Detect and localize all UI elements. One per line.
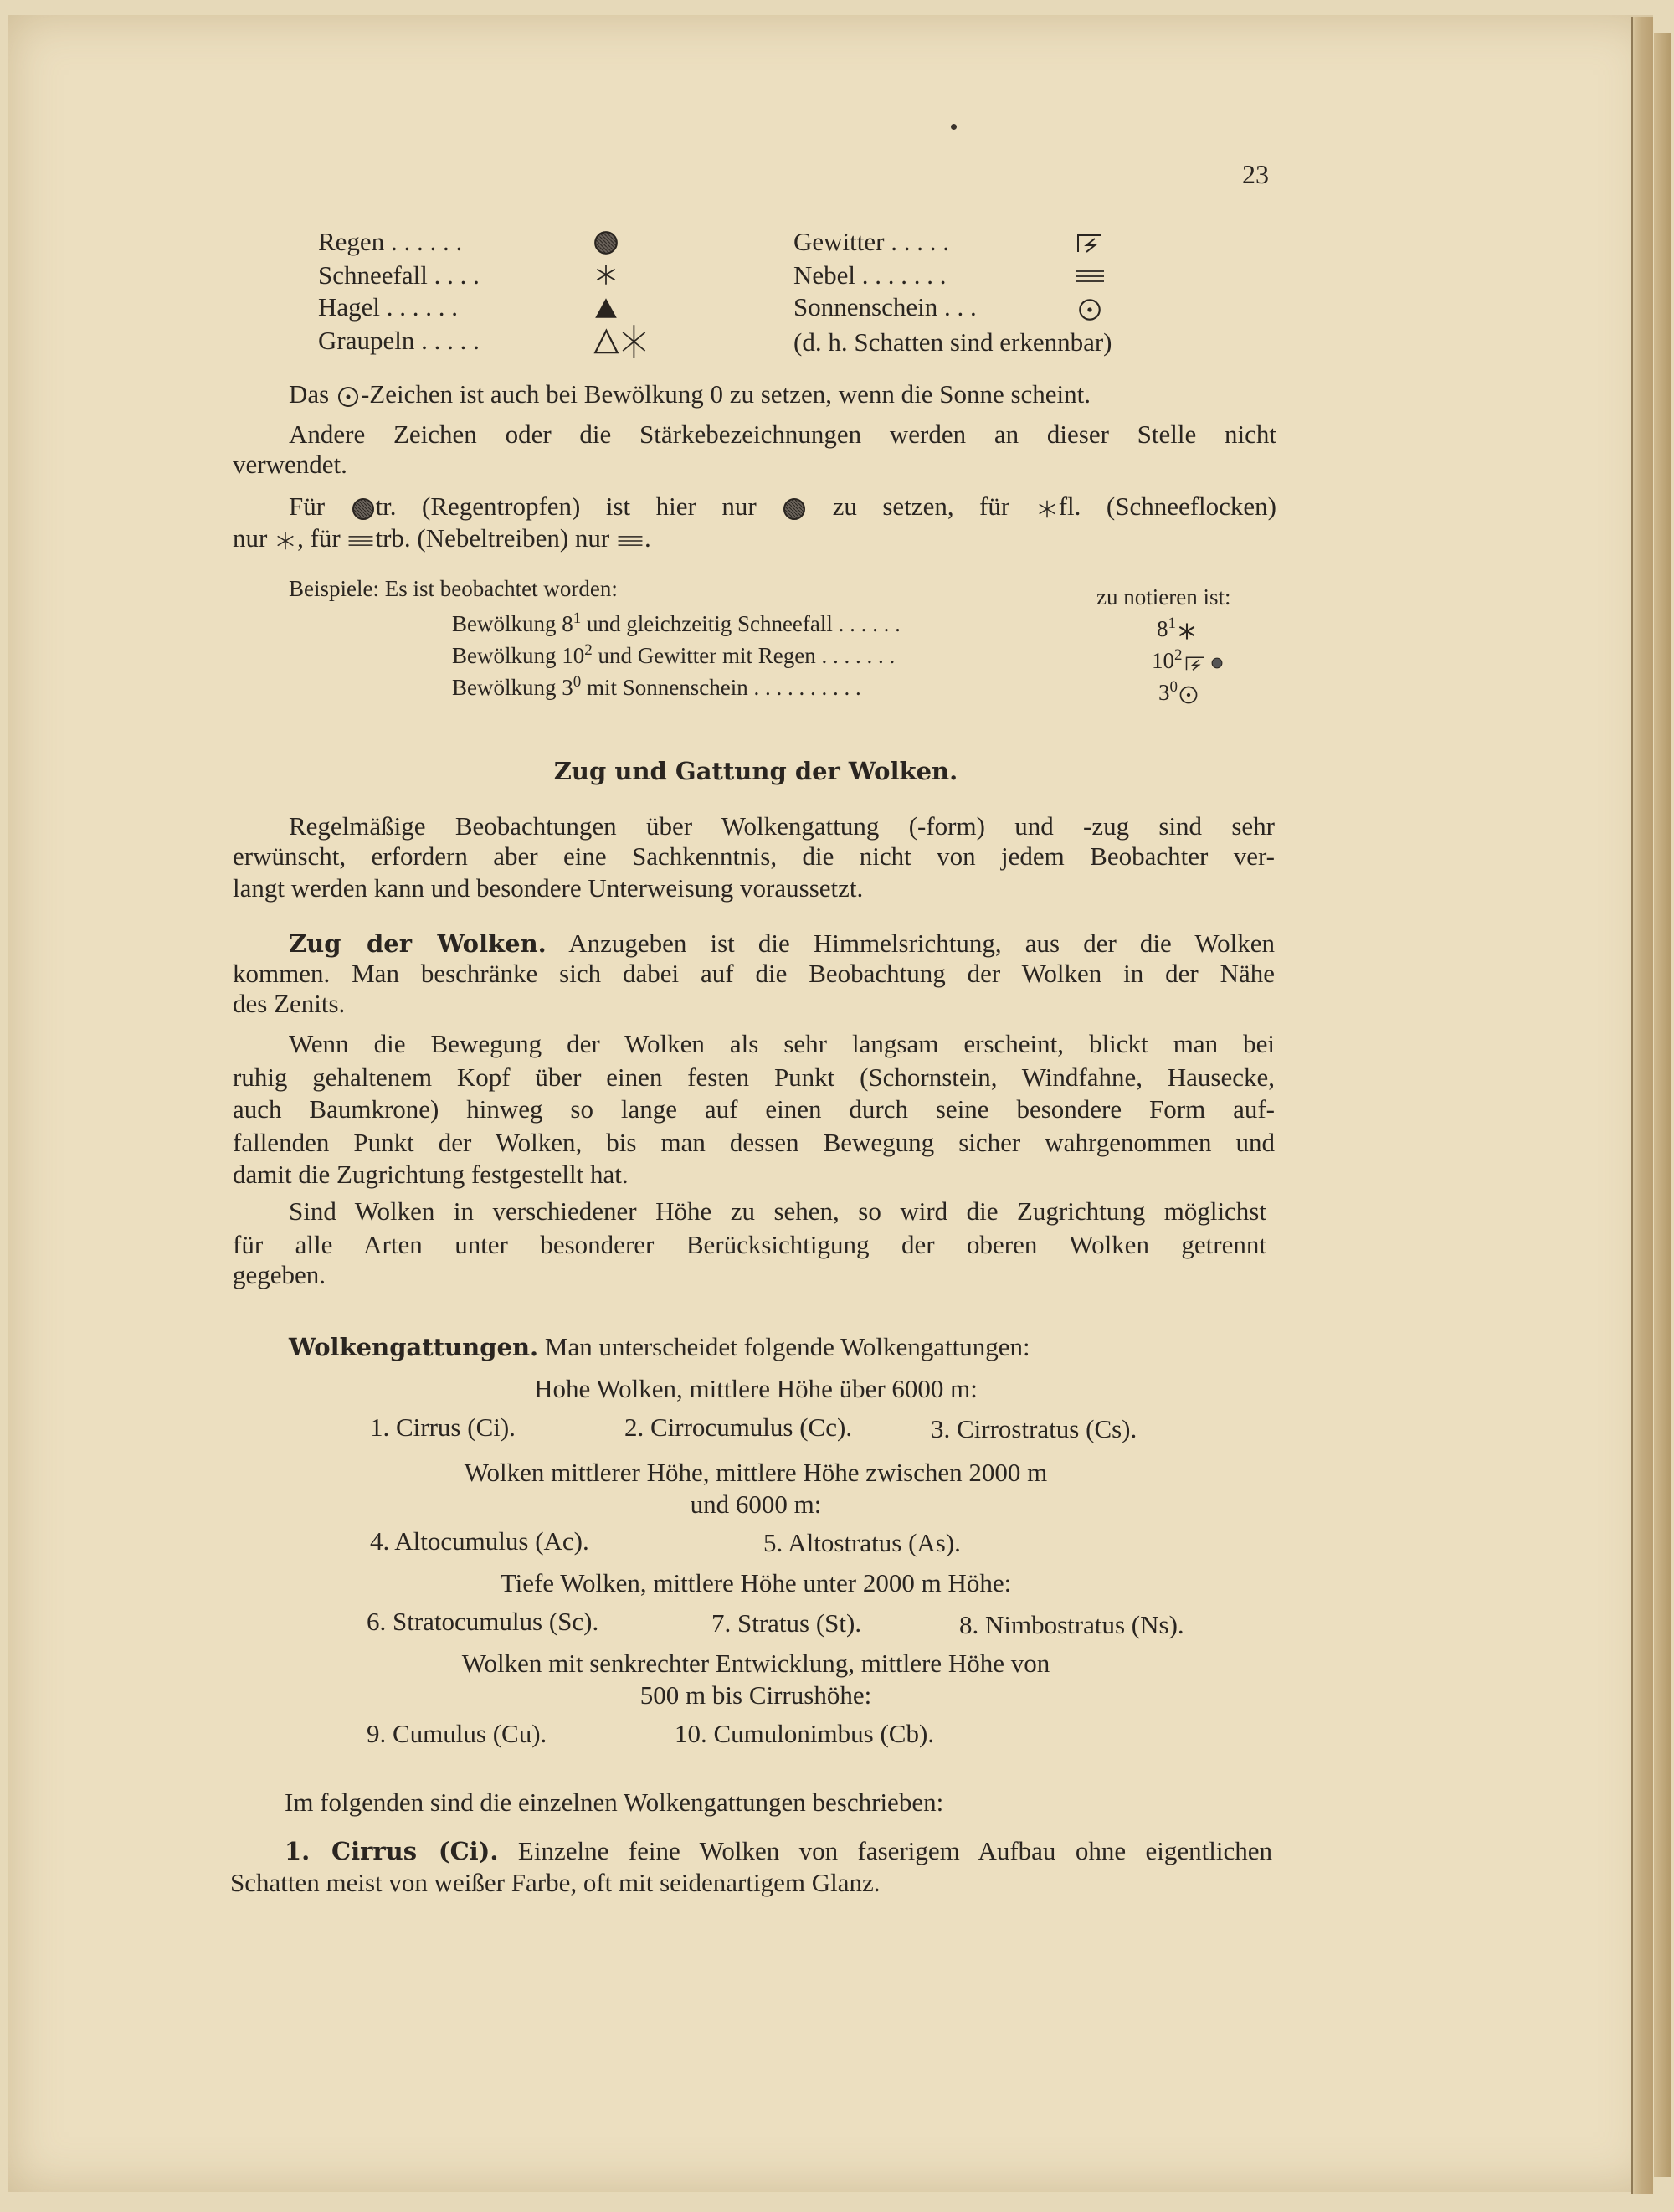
snow-icon bbox=[274, 529, 297, 553]
folgenden-line: Im folgenden sind die einzelnen Wolkengattungen beschrieben: bbox=[285, 1788, 944, 1817]
cirrus-line2: Schatten meist von weißer Farbe, oft mit seidenartigem Glanz. bbox=[230, 1868, 881, 1897]
thunderstorm-icon bbox=[1183, 653, 1208, 673]
mid-clouds-header: und 6000 m: bbox=[690, 1489, 822, 1519]
wenn-line: Wenn die Bewegung der Wolken als sehr langsam erscheint, blickt man bei bbox=[289, 1029, 1275, 1058]
example-row: Bewölkung $10^2$ und Gewitter mit Regen . . . . . . . bbox=[452, 641, 896, 668]
intro-line: Regelmäßige Beobachtungen über Wolkengattung (-form) und -zug sind sehr bbox=[289, 811, 1275, 841]
wenn-line: fallenden Punkt der Wolken, bis man dessen Bewegung sicher wahrgenommen und bbox=[233, 1128, 1275, 1157]
snow-icon bbox=[1035, 497, 1059, 521]
high-clouds-header: Hohe Wolken, mittlere Höhe über 6000 m: bbox=[534, 1374, 978, 1403]
example-note: $8^1$ bbox=[1157, 613, 1198, 645]
fog-icon bbox=[616, 530, 644, 552]
fog-icon bbox=[347, 530, 375, 552]
legend-item-hail: Hagel . . . . . . bbox=[318, 292, 459, 322]
wenn-line: auch Baumkrone) hinweg so lange auf einen durch seine besondere Form auf- bbox=[233, 1094, 1275, 1124]
page-edge bbox=[1631, 17, 1653, 2194]
vert-clouds-header: Wolken mit senkrechter Entwicklung, mittlere Höhe von bbox=[461, 1649, 1050, 1678]
low-clouds-header: Tiefe Wolken, mittlere Höhe unter 2000 m Höhe: bbox=[500, 1568, 1012, 1597]
cloud-genus-item: 6. Stratocumulus (Sc). bbox=[367, 1607, 599, 1636]
vert-clouds-header: 500 m bis Cirrushöhe: bbox=[639, 1680, 872, 1710]
legend-note: (d. h. Schatten sind erkennbar) bbox=[793, 327, 1112, 357]
legend-item-thunderstorm: Gewitter . . . . . bbox=[793, 227, 949, 256]
rain-icon bbox=[351, 496, 376, 522]
thunderstorm-icon bbox=[1073, 229, 1107, 256]
cloud-genus-item: 7. Stratus (St). bbox=[711, 1608, 862, 1638]
para-fuer-line1: Für tr. (Regentropfen) ist hier nur zu setzen, für fl. (Schneeflocken) bbox=[289, 491, 1276, 521]
legend-item-graupel: Graupeln . . . . . bbox=[318, 326, 480, 355]
cirrus-line1: 1. Cirrus (Ci). Einzelne feine Wolken von faserigem Aufbau ohne eigentlichen bbox=[285, 1836, 1272, 1865]
zug-line: des Zenits. bbox=[233, 989, 346, 1018]
rain-dot-icon bbox=[1208, 654, 1226, 672]
asterisk-snow-icon bbox=[1176, 620, 1198, 642]
sunshine-icon bbox=[1178, 684, 1199, 706]
ink-dot bbox=[951, 124, 957, 130]
para-other-line1: Andere Zeichen oder die Stärkebezeichnungen werden an dieser Stelle nicht bbox=[289, 419, 1276, 449]
example-note: $3^0$ bbox=[1158, 676, 1199, 708]
hail-icon bbox=[593, 295, 619, 322]
sind-line: Sind Wolken in verschiedener Höhe zu sehen, so wird die Zugrichtung möglichst bbox=[289, 1196, 1266, 1226]
sun-symbol-icon bbox=[336, 384, 361, 409]
cloud-genus-item: 3. Cirrostratus (Cs). bbox=[931, 1414, 1137, 1443]
section-title: Zug und Gattung der Wolken. bbox=[553, 757, 958, 785]
cloud-genus-item: 4. Altocumulus (Ac). bbox=[370, 1526, 589, 1556]
page-number: 23 bbox=[1242, 159, 1269, 189]
legend-item-rain: Regen . . . . . . bbox=[318, 227, 463, 256]
examples-intro: Beispiele: Es ist beobachtet worden: bbox=[289, 576, 618, 601]
sunshine-icon bbox=[1076, 296, 1103, 323]
cloud-genus-item: 8. Nimbostratus (Ns). bbox=[959, 1610, 1184, 1639]
cloud-genus-item: 1. Cirrus (Ci). bbox=[370, 1412, 516, 1442]
legend-item-sunshine: Sonnenschein . . . bbox=[793, 292, 977, 322]
wenn-line: damit die Zugrichtung festgestellt hat. bbox=[233, 1160, 629, 1189]
para-other-line2: verwendet. bbox=[233, 450, 347, 479]
rain-icon bbox=[593, 229, 619, 256]
intro-line: langt werden kann und besondere Unterweisung voraussetzt. bbox=[233, 873, 864, 903]
sind-line: gegeben. bbox=[233, 1260, 326, 1289]
example-note: $10^2$ bbox=[1152, 645, 1226, 676]
zug-line1: Zug der Wolken. Anzugeben ist die Himmelsrichtung, aus der die Wolken bbox=[289, 929, 1275, 958]
cloud-genus-item: 9. Cumulus (Cu). bbox=[367, 1719, 547, 1748]
mid-clouds-header: Wolken mittlerer Höhe, mittlere Höhe zwischen 2000 m bbox=[464, 1458, 1048, 1487]
gattungen-line: Wolkengattungen. Man unterscheidet folgende Wolkengattungen: bbox=[289, 1332, 1030, 1361]
para-fuer-line2: nur , für trb. (Nebeltreiben) nur . bbox=[233, 523, 651, 553]
fog-icon bbox=[1073, 263, 1107, 290]
legend-item-snow: Schneefall . . . . bbox=[318, 260, 480, 290]
intro-line: erwünscht, erfordern aber eine Sachkenntnis, die nicht von jedem Beobachter ver- bbox=[233, 841, 1275, 871]
example-row: Bewölkung $3^0$ mit Sonnenschein . . . . . . . . . . bbox=[452, 673, 861, 700]
cloud-genus-item: 10. Cumulonimbus (Cb). bbox=[675, 1719, 935, 1748]
para-sun: Das -Zeichen ist auch bei Bewölkung 0 zu setzen, wenn die Sonne scheint. bbox=[289, 379, 1091, 409]
zug-line: kommen. Man beschränke sich dabei auf die Beobachtung der Wolken in der Nähe bbox=[233, 959, 1275, 988]
graupel-icon bbox=[593, 323, 650, 360]
example-row: Bewölkung $8^1$ und gleichzeitig Schneefall . . . . . . bbox=[452, 610, 901, 636]
examples-right-header: zu notieren ist: bbox=[1096, 584, 1231, 610]
cloud-genus-item: 2. Cirrocumulus (Cc). bbox=[624, 1412, 853, 1442]
page-edge-back bbox=[1654, 33, 1671, 2177]
sind-line: für alle Arten unter besonderer Berücksichtigung der oberen Wolken getrennt bbox=[233, 1230, 1266, 1259]
rain-icon bbox=[782, 496, 807, 522]
snow-icon bbox=[593, 261, 619, 288]
legend-item-fog: Nebel . . . . . . . bbox=[793, 260, 947, 290]
wenn-line: ruhig gehaltenem Kopf über einen festen Punkt (Schornstein, Windfahne, Hausecke, bbox=[233, 1062, 1275, 1092]
cloud-genus-item: 5. Altostratus (As). bbox=[763, 1528, 961, 1557]
